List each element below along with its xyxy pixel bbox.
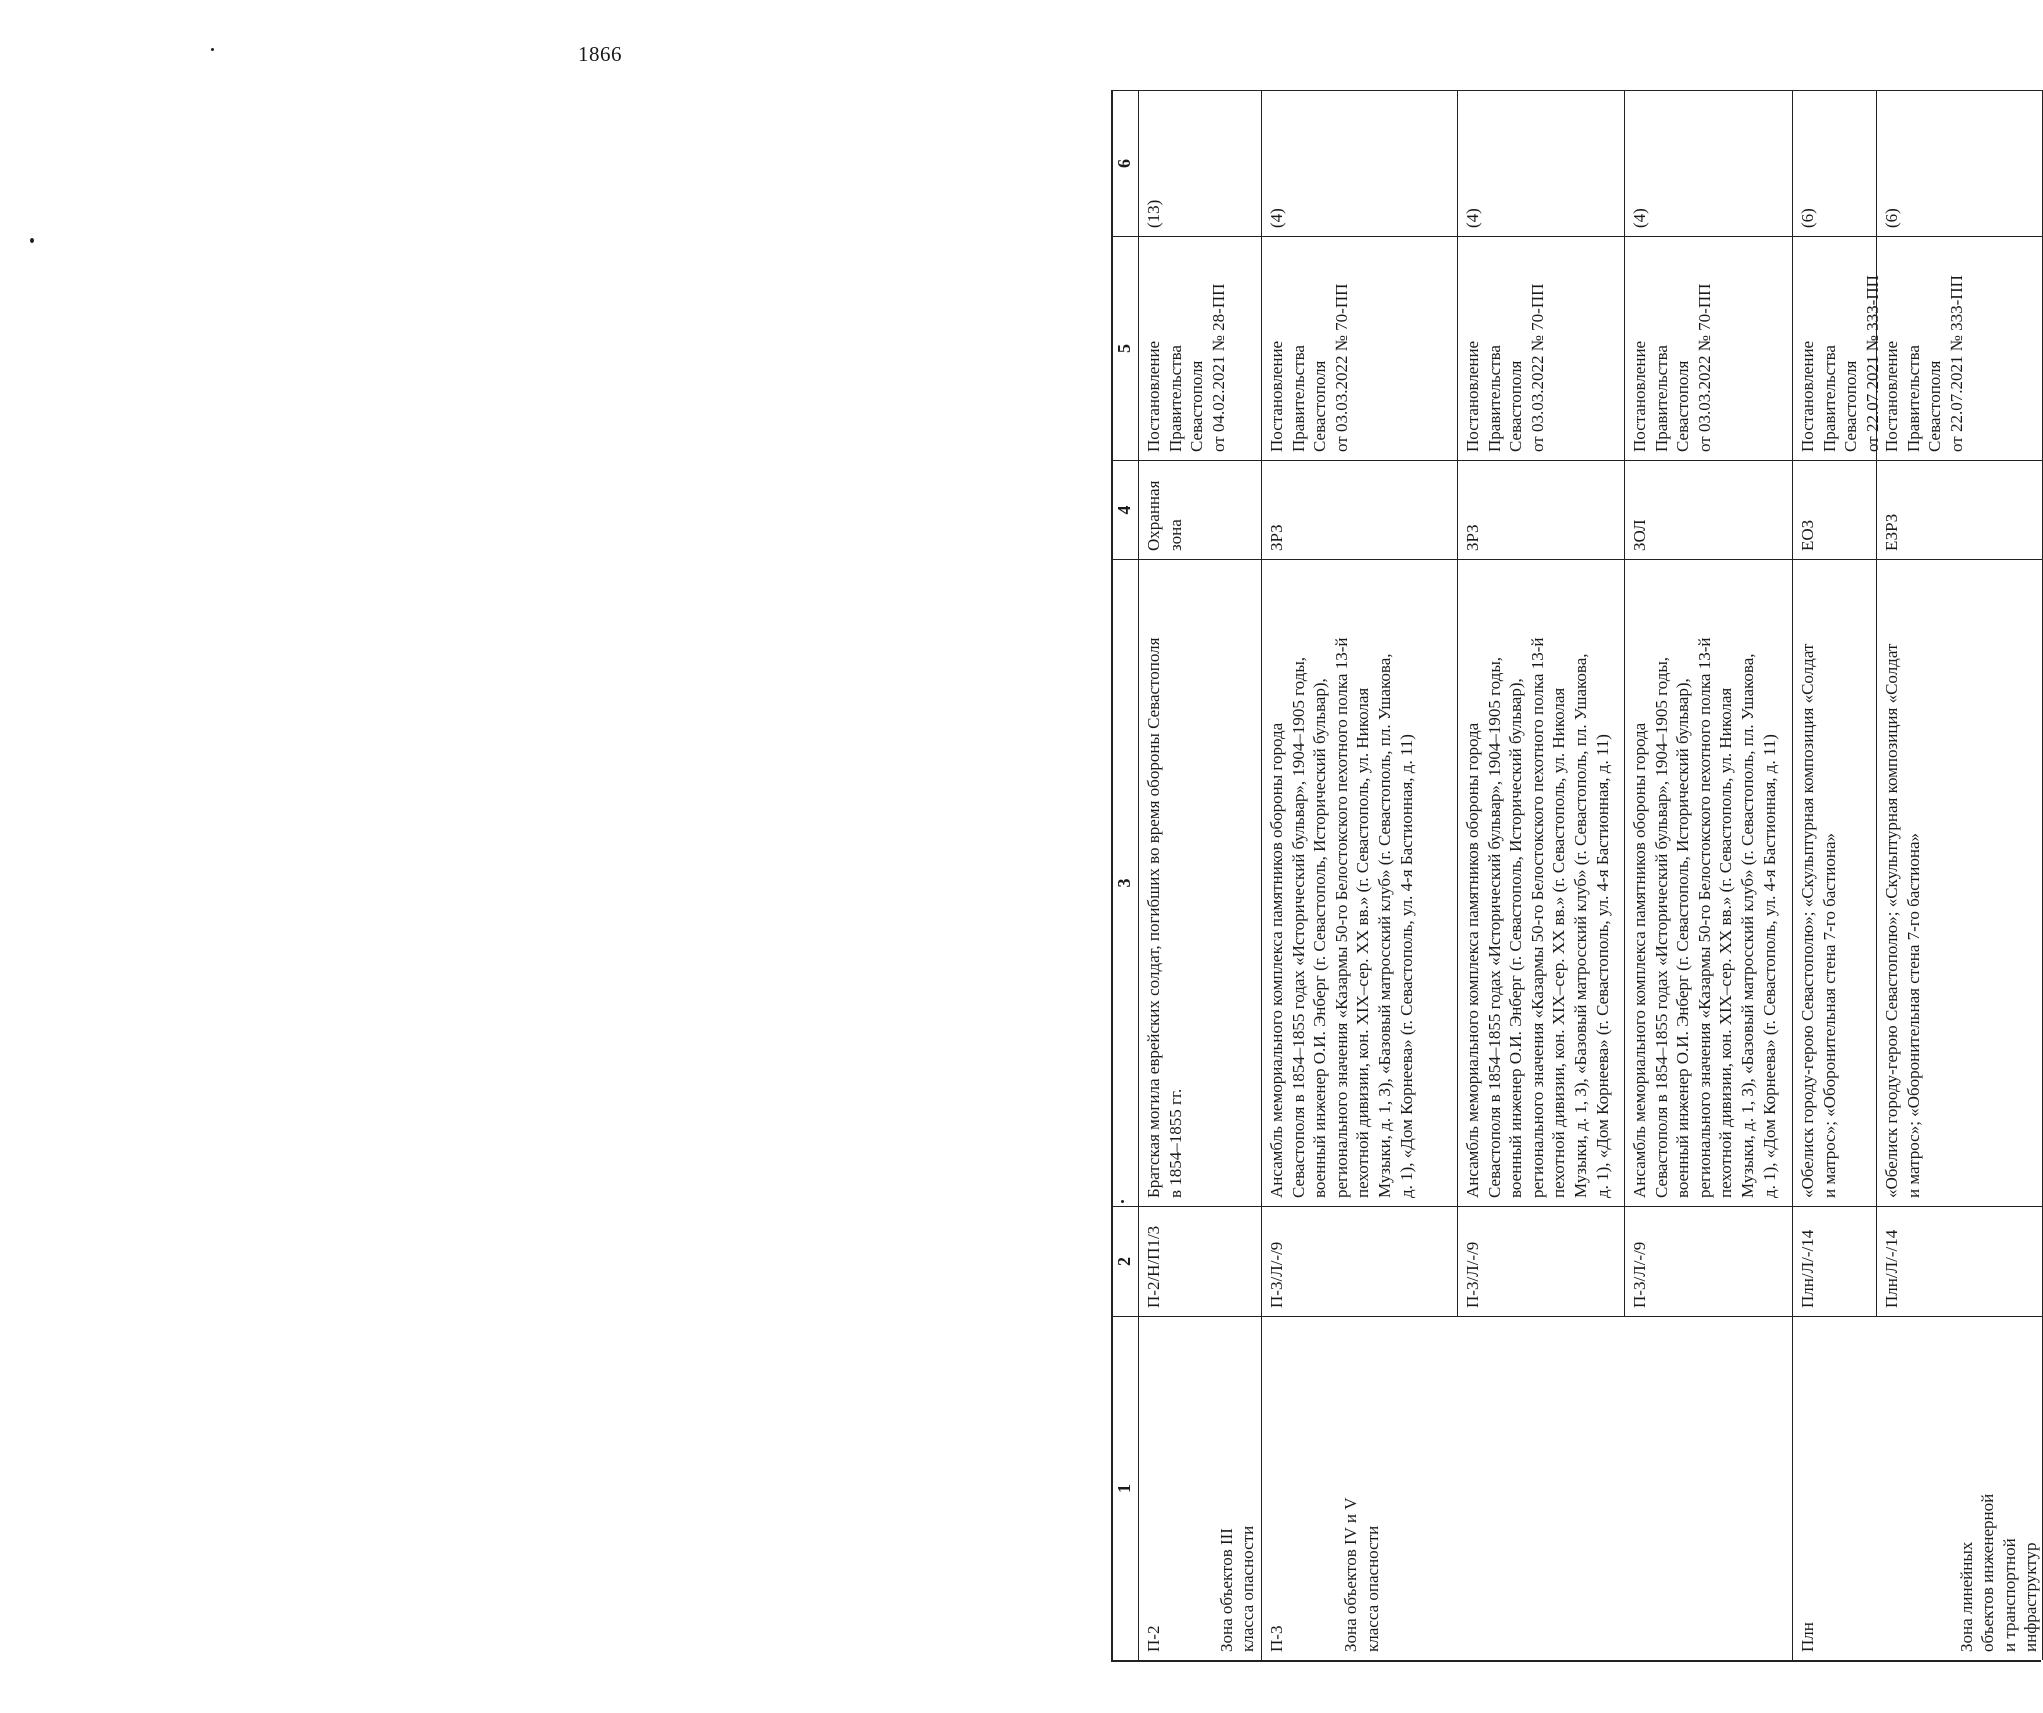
- table-row-6-object-code: Плн/Л/-/14: [1877, 1206, 2043, 1316]
- registry-table: [1111, 90, 2041, 1662]
- header-col-3: 3: [1113, 559, 1139, 1206]
- table-row-1-ref: (13): [1139, 90, 1262, 236]
- scan-speck: [211, 48, 214, 51]
- table-row-5-ref: (6): [1793, 90, 1877, 236]
- table-row-5-decree: Постановление Правительства Севастополя от 22.07.2021 № 333-ПП: [1793, 236, 1877, 460]
- table-row-5-zone-type: ЕОЗ: [1793, 460, 1877, 559]
- table-row-3-ref: (4): [1458, 90, 1625, 236]
- table-row-5-object-code: Плн/Л/-/14: [1793, 1206, 1877, 1316]
- scan-speck: [30, 238, 34, 243]
- table-row-2-object-code: П-3/Л/-/9: [1262, 1206, 1458, 1316]
- zone-label: Зона линейных объектов инженерной и транспортной инфраструктур: [1956, 1493, 2041, 1652]
- page-number: 1866: [578, 42, 622, 66]
- table-row-6-ref: (6): [1877, 90, 2043, 236]
- table-row-4-object-code: П-3/Л/-/9: [1625, 1206, 1793, 1316]
- table-row-4-ref: (4): [1625, 90, 1793, 236]
- table-row-3-decree: Постановление Правительства Севастополя от 03.03.2022 № 70-ПП: [1458, 236, 1625, 460]
- zone-label: Зона объектов IV и V класса опасности: [1341, 1497, 1382, 1652]
- zone-code: П-3: [1267, 1625, 1286, 1652]
- zone-cell: [1793, 1316, 2043, 1660]
- table-row-5-object-name: «Обелиск городу-герою Севастополю»; «Скульптурная композиция «Солдат и матрос»; «Оборонительная стена 7-го бастиона»: [1793, 559, 1877, 1206]
- table-row-1-zone-type: Охранная зона: [1139, 460, 1262, 559]
- table-row-3-object-name: Ансамбль мемориального комплекса памятников обороны города Севастополя в 1854–1855 годах «Исторический бульвар», 1904–1905 годы, военный инженер О.И. Энберг (г. Севастополь, Исторический бульвар), регионального значения «Казармы 50-го Белостокского пехотного полка 13-й пехотной дивизии, кон. XIX–сер. XX вв.» (г. Севастополь, ул. Николая Музыки, д. 1, 3), «Базовый матросский клуб» (г. Севастополь, пл. Ушакова, д. 1), «Дом Корнеева» (г. Севастополь, ул. 4-я Бастионная, д. 11): [1458, 559, 1625, 1206]
- table-row-1-object-name: Братская могила еврейских солдат, погибших во время обороны Севастополя в 1854–1855 гг.: [1139, 559, 1262, 1206]
- header-col-5: 5: [1113, 236, 1139, 460]
- table-row-4-decree: Постановление Правительства Севастополя от 03.03.2022 № 70-ПП: [1625, 236, 1793, 460]
- table-row-2-zone-type: ЗРЗ: [1262, 460, 1458, 559]
- table-row-4-object-name: Ансамбль мемориального комплекса памятников обороны города Севастополя в 1854–1855 годах «Исторический бульвар», 1904–1905 годы, военный инженер О.И. Энберг (г. Севастополь, Исторический бульвар), регионального значения «Казармы 50-го Белостокского пехотного полка 13-й пехотной дивизии, кон. XIX–сер. XX вв.» (г. Севастополь, ул. Николая Музыки, д. 1, 3), «Базовый матросский клуб» (г. Севастополь, пл. Ушакова, д. 1), «Дом Корнеева» (г. Севастополь, ул. 4-я Бастионная, д. 11): [1625, 559, 1793, 1206]
- table-row-6-zone-type: ЕЗРЗ: [1877, 460, 2043, 559]
- table-row-2-object-name: Ансамбль мемориального комплекса памятников обороны города Севастополя в 1854–1855 годах «Исторический бульвар», 1904–1905 годы, военный инженер О.И. Энберг (г. Севастополь, Исторический бульвар), регионального значения «Казармы 50-го Белостокского пехотного полка 13-й пехотной дивизии, кон. XIX–сер. XX вв.» (г. Севастополь, ул. Николая Музыки, д. 1, 3), «Базовый матросский клуб» (г. Севастополь, пл. Ушакова, д. 1), «Дом Корнеева» (г. Севастополь, ул. 4-я Бастионная, д. 11): [1262, 559, 1458, 1206]
- zone-code: П-2: [1144, 1625, 1163, 1652]
- table-row-2-decree: Постановление Правительства Севастополя от 03.03.2022 № 70-ПП: [1262, 236, 1458, 460]
- table-row-2-ref: (4): [1262, 90, 1458, 236]
- header-col-2: 2: [1113, 1206, 1139, 1316]
- header-col-4: 4: [1113, 460, 1139, 559]
- table-row-6-decree: Постановление Правительства Севастополя от 22.07.2021 № 333-ПП: [1877, 236, 2043, 460]
- zone-cell: [1139, 1316, 1262, 1660]
- table-row-1-decree: Постановление Правительства Севастополя от 04.02.2021 № 28-ПП: [1139, 236, 1262, 460]
- zone-label: Зона объектов III класса опасности: [1216, 1525, 1258, 1652]
- header-col-1: 1: [1113, 1316, 1139, 1660]
- table-row-3-zone-type: ЗРЗ: [1458, 460, 1625, 559]
- header-col-6: 6: [1113, 90, 1139, 236]
- table-row-4-zone-type: ЗОЛ: [1625, 460, 1793, 559]
- table-row-3-object-code: П-3/Л/-/9: [1458, 1206, 1625, 1316]
- table-grid: [1111, 90, 2041, 1662]
- zone-code: Плн: [1798, 1622, 1817, 1652]
- zone-cell: [1262, 1316, 1793, 1660]
- table-row-6-object-name: «Обелиск городу-герою Севастополю»; «Скульптурная композиция «Солдат и матрос»; «Оборонительная стена 7-го бастиона»: [1877, 559, 2043, 1206]
- table-row-1-object-code: П-2/Н/П1/3: [1139, 1206, 1262, 1316]
